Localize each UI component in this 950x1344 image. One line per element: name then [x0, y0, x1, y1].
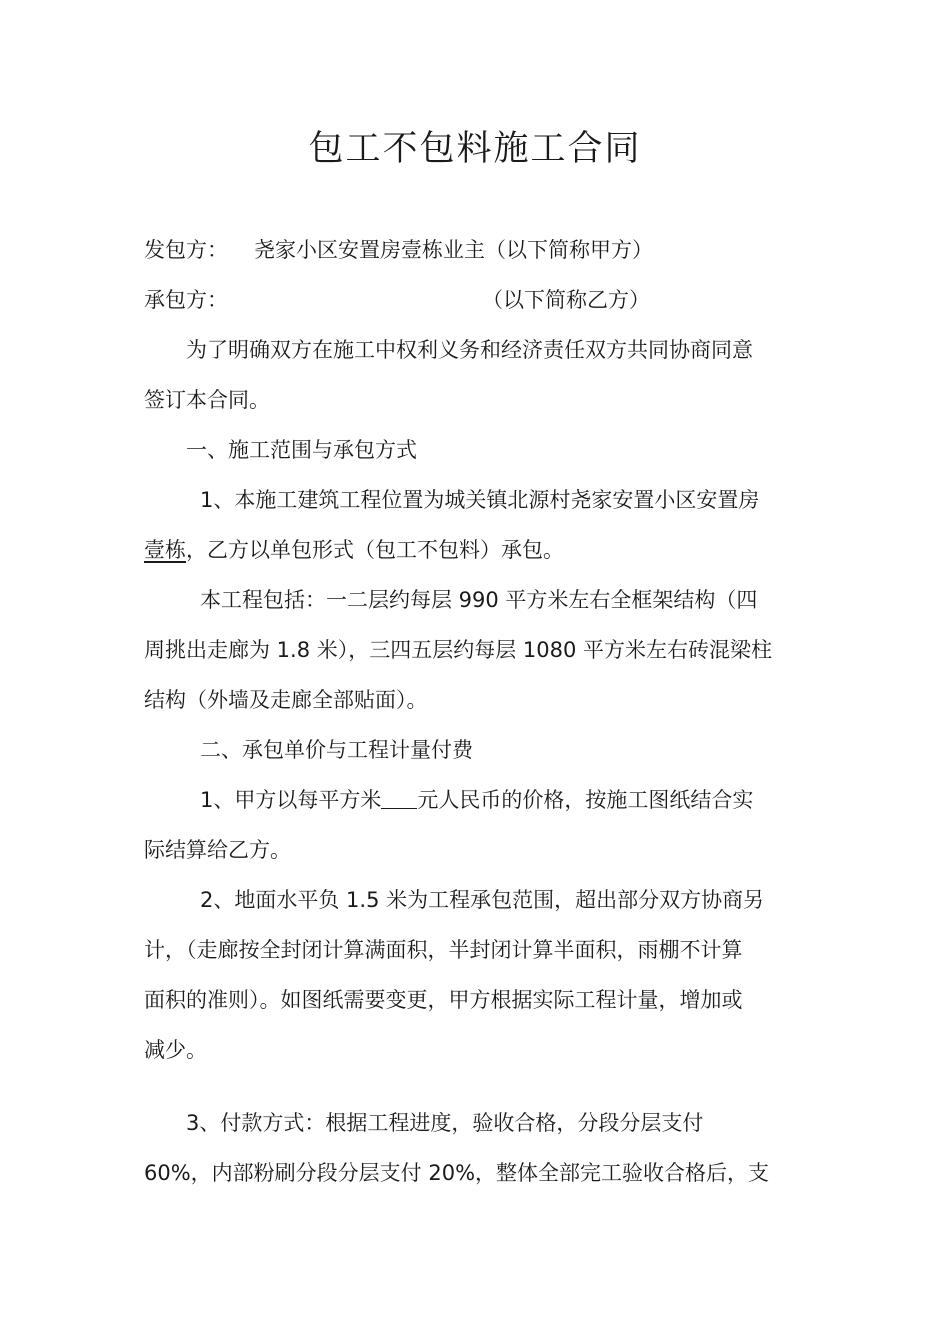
- party-a-label: 发包方：: [144, 238, 228, 262]
- s2-item1-part2: 元人民币的价格，按施工图纸结合实: [417, 788, 754, 812]
- document-title: 包工不包料施工合同: [308, 129, 642, 169]
- s2-item1-line1: [200, 785, 753, 815]
- s1-scope-line2: 周挑出走廊为 1.8 米），三四五层约每层 1080 平方米左右砖混梁柱: [144, 638, 773, 662]
- underlined-text: 壹栋: [144, 538, 186, 562]
- s1-scope-line3: 结构（外墙及走廊全部贴面）。: [144, 688, 428, 712]
- s2-item1-line2: 际结算给乙方。: [144, 838, 291, 862]
- section-1-heading: 一、施工范围与承包方式: [186, 438, 417, 462]
- party-b-value: （以下简称乙方）: [482, 288, 650, 312]
- s1-item1-line1: 1、本施工建筑工程位置为城关镇北源村尧家安置小区安置房: [200, 488, 760, 512]
- party-a-value: 尧家小区安置房壹栋业主（以下简称甲方）: [254, 238, 653, 262]
- party-b-label: 承包方：: [144, 288, 228, 312]
- intro-line-2: 签订本合同。: [144, 388, 270, 412]
- s2-item3-line2: 60%，内部粉刷分段分层支付 20%，整体全部完工验收合格后，支: [144, 1161, 770, 1185]
- price-blank: [381, 786, 417, 809]
- s1-item1-line2-rest: ，乙方以单包形式（包工不包料）承包。: [186, 538, 564, 562]
- s1-scope-line1: 本工程包括：一二层约每层 990 平方米左右全框架结构（四: [200, 588, 758, 612]
- s2-item2-line2: 计，（走廊按全封闭计算满面积，半封闭计算半面积，雨棚不计算: [144, 938, 743, 962]
- section-2-heading: 二、承包单价与工程计量付费: [200, 738, 473, 762]
- s2-item1-part1: 1、甲方以每平方米: [200, 788, 382, 812]
- s1-item1-line2: [144, 535, 564, 565]
- intro-line-1: 为了明确双方在施工中权利义务和经济责任双方共同协商同意: [186, 338, 753, 362]
- s2-item3-line1: 3、付款方式：根据工程进度，验收合格，分段分层支付: [186, 1111, 704, 1135]
- s2-item2-line4: 减少。: [144, 1038, 207, 1062]
- s2-item2-line1: 2、地面水平负 1.5 米为工程承包范围，超出部分双方协商另: [200, 888, 765, 912]
- s2-item2-line3: 面积的准则）。如图纸需要变更，甲方根据实际工程计量，增加或: [144, 988, 743, 1012]
